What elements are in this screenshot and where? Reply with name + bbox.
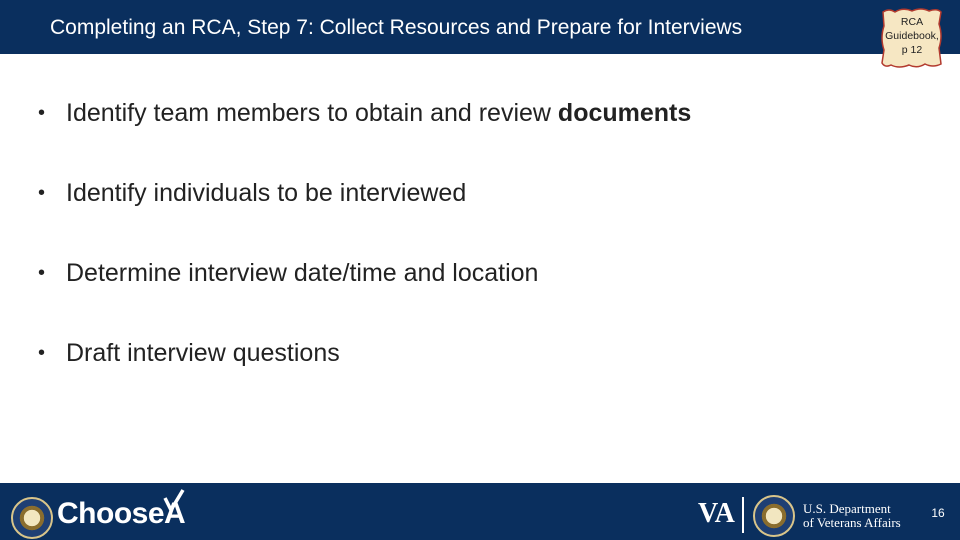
bullet-item (38, 97, 691, 177)
va-seal-icon (11, 497, 53, 539)
bullet-list (38, 97, 691, 417)
department-line-1: U.S. Department (803, 501, 891, 516)
bullet-item (38, 337, 691, 417)
department-name (803, 502, 901, 530)
bullet-dot: • (38, 342, 46, 364)
bullet-text: Identify team members to obtain and review (66, 99, 558, 127)
bullet-dot: • (38, 102, 46, 124)
badge-line-2: Guidebook, (885, 30, 939, 42)
bullet-dot: • (38, 262, 46, 284)
badge-text (879, 15, 945, 57)
logo-divider (742, 497, 744, 533)
badge-line-1: RCA (900, 16, 924, 28)
bullet-emphasis: documents (557, 99, 692, 127)
va-logo: VA (698, 498, 735, 529)
bullet-text: Identify individuals to be interviewed (66, 179, 467, 207)
bullet-dot: • (38, 182, 46, 204)
title-bar (0, 0, 960, 54)
choose-logo-suffix: A (164, 497, 186, 530)
guidebook-reference-badge (879, 6, 945, 70)
bullet-item (38, 257, 691, 337)
page-number: 16 (931, 506, 945, 520)
bullet-text: Draft interview questions (66, 339, 340, 367)
badge-line-3: p 12 (901, 44, 923, 56)
slide-title: Completing an RCA, Step 7: Collect Resources and Prepare for Interviews (50, 16, 743, 39)
choose-logo-prefix: Choose (57, 497, 165, 530)
check-mark-icon (163, 488, 185, 512)
department-seal-icon (753, 495, 795, 537)
department-line-2: of Veterans Affairs (803, 515, 901, 530)
bullet-item (38, 177, 691, 257)
bullet-text: Determine interview date/time and location (66, 259, 539, 287)
choose-va-logo (57, 497, 185, 531)
